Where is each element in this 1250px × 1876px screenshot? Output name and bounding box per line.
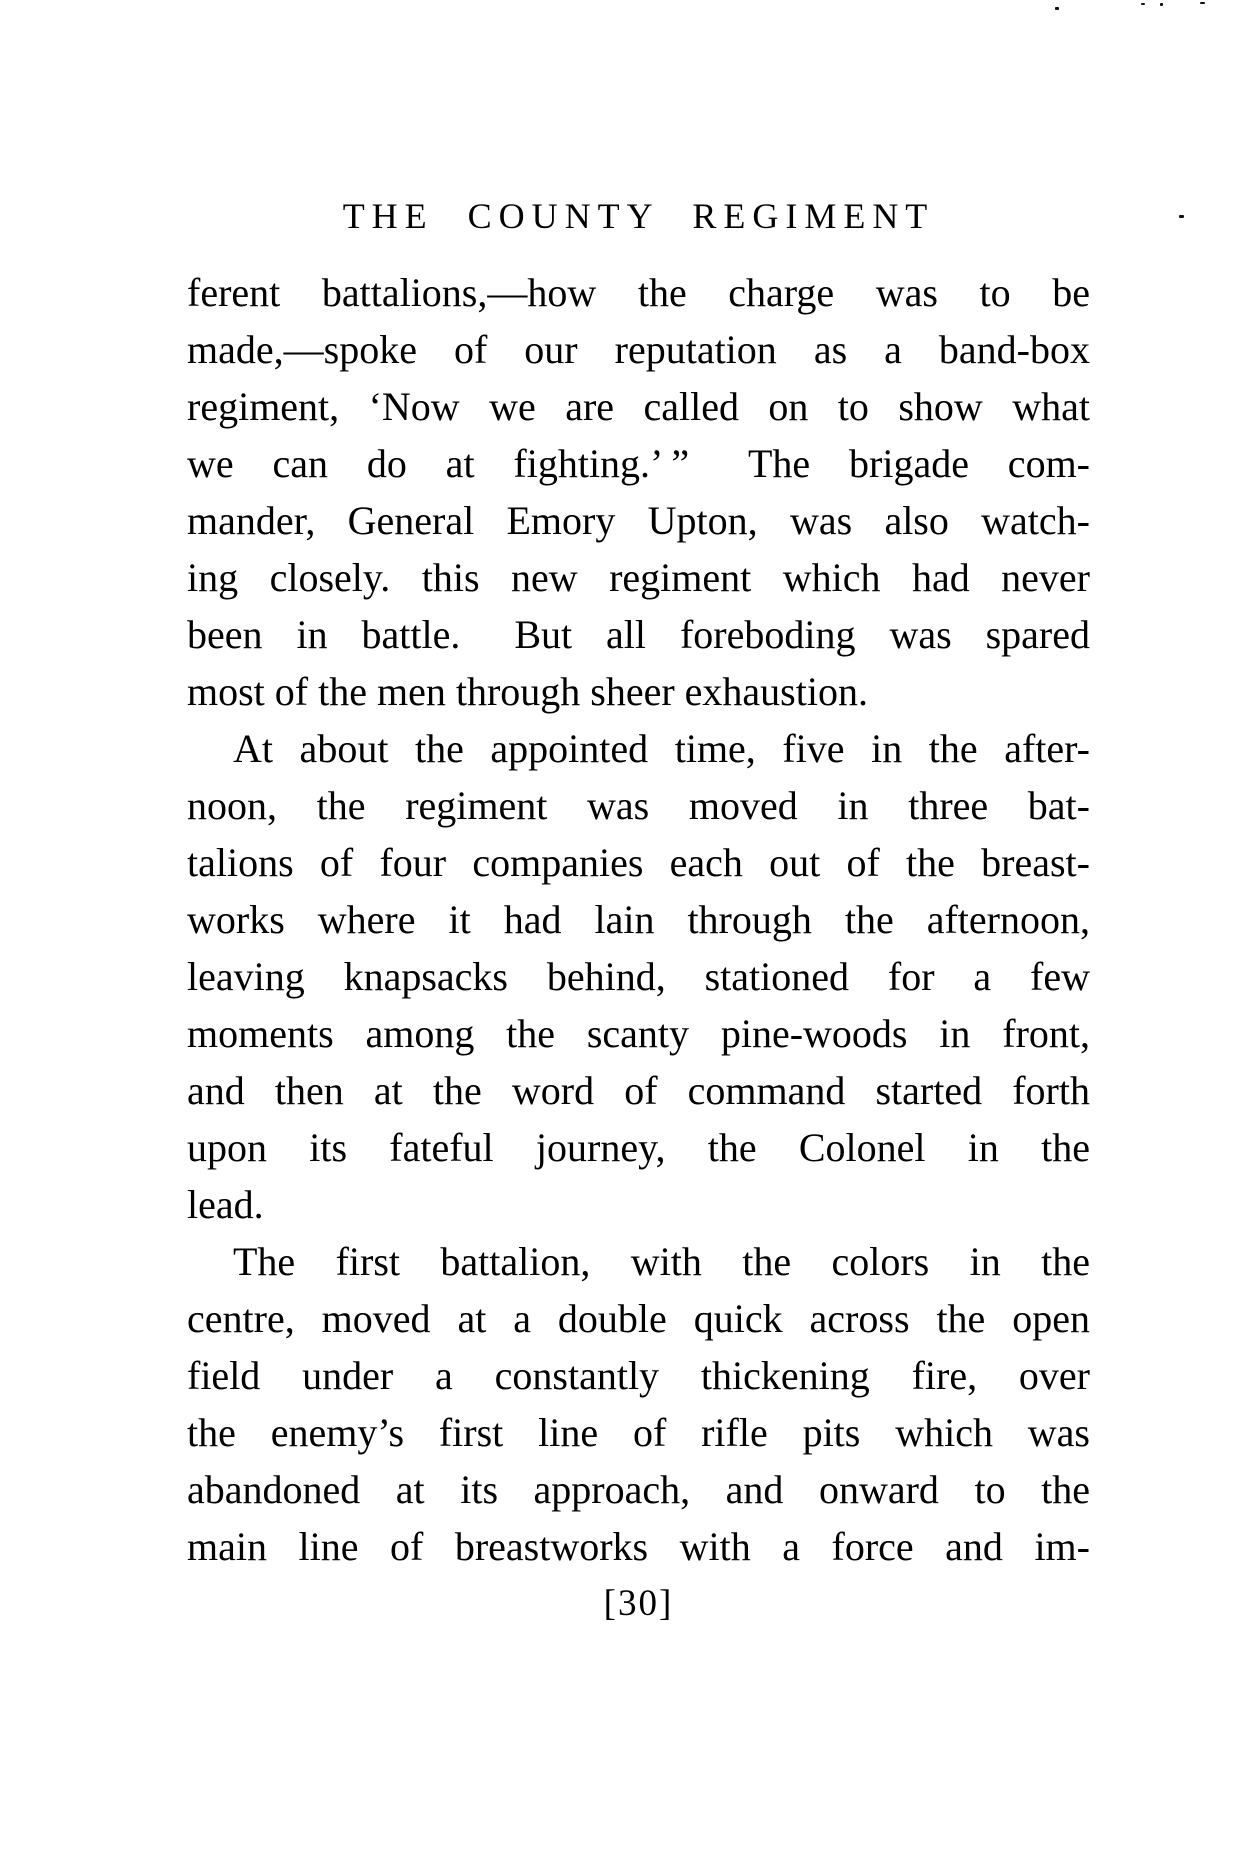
scan-speck	[1160, 3, 1163, 6]
page-number: [30]	[603, 1583, 674, 1624]
scan-speck	[1055, 7, 1059, 10]
text-line: At about the appointed time, five in the after-	[233, 726, 1090, 771]
text-line: been in battle. But all foreboding was spared	[187, 612, 1090, 657]
text-line: field under a constantly thickening fire, over	[187, 1353, 1090, 1398]
scan-speck	[1179, 215, 1184, 218]
text-line: ferent battalions,—how the charge was to be	[187, 270, 1090, 315]
text-line: the enemy’s first line of rifle pits which was	[187, 1410, 1090, 1455]
text-line: leaving knapsacks behind, stationed for a few	[187, 954, 1090, 999]
text-line: and then at the word of command started forth	[187, 1068, 1090, 1113]
text-line: moments among the scanty pine-woods in front,	[187, 1011, 1090, 1056]
text-line: works where it had lain through the afternoon,	[187, 897, 1090, 942]
text-line: main line of breastworks with a force and im-	[187, 1524, 1090, 1569]
text-line: most of the men through sheer exhaustion.	[187, 669, 868, 714]
scan-speck	[1200, 2, 1205, 4]
text-line: mander, General Emory Upton, was also watch-	[187, 498, 1090, 543]
text-line: made,—spoke of our reputation as a band-box	[187, 327, 1090, 372]
text-line: we can do at fighting.’ ” The brigade com-	[187, 441, 1090, 486]
text-line: centre, moved at a double quick across the open	[187, 1296, 1090, 1341]
scan-speck	[1141, 3, 1145, 5]
body-text	[187, 264, 1090, 1632]
page-title: THE COUNTY REGIMENT	[342, 196, 935, 236]
text-line: regiment, ‘Now we are called on to show what	[187, 384, 1090, 429]
text-line: lead.	[187, 1182, 264, 1227]
text-line: upon its fateful journey, the Colonel in the	[187, 1125, 1090, 1170]
text-line: abandoned at its approach, and onward to the	[187, 1467, 1090, 1512]
text-line: talions of four companies each out of the breast-	[187, 840, 1090, 885]
text-line: The first battalion, with the colors in the	[233, 1239, 1090, 1284]
text-line: ing closely. this new regiment which had never	[187, 555, 1090, 600]
text-line: noon, the regiment was moved in three bat-	[187, 783, 1090, 828]
